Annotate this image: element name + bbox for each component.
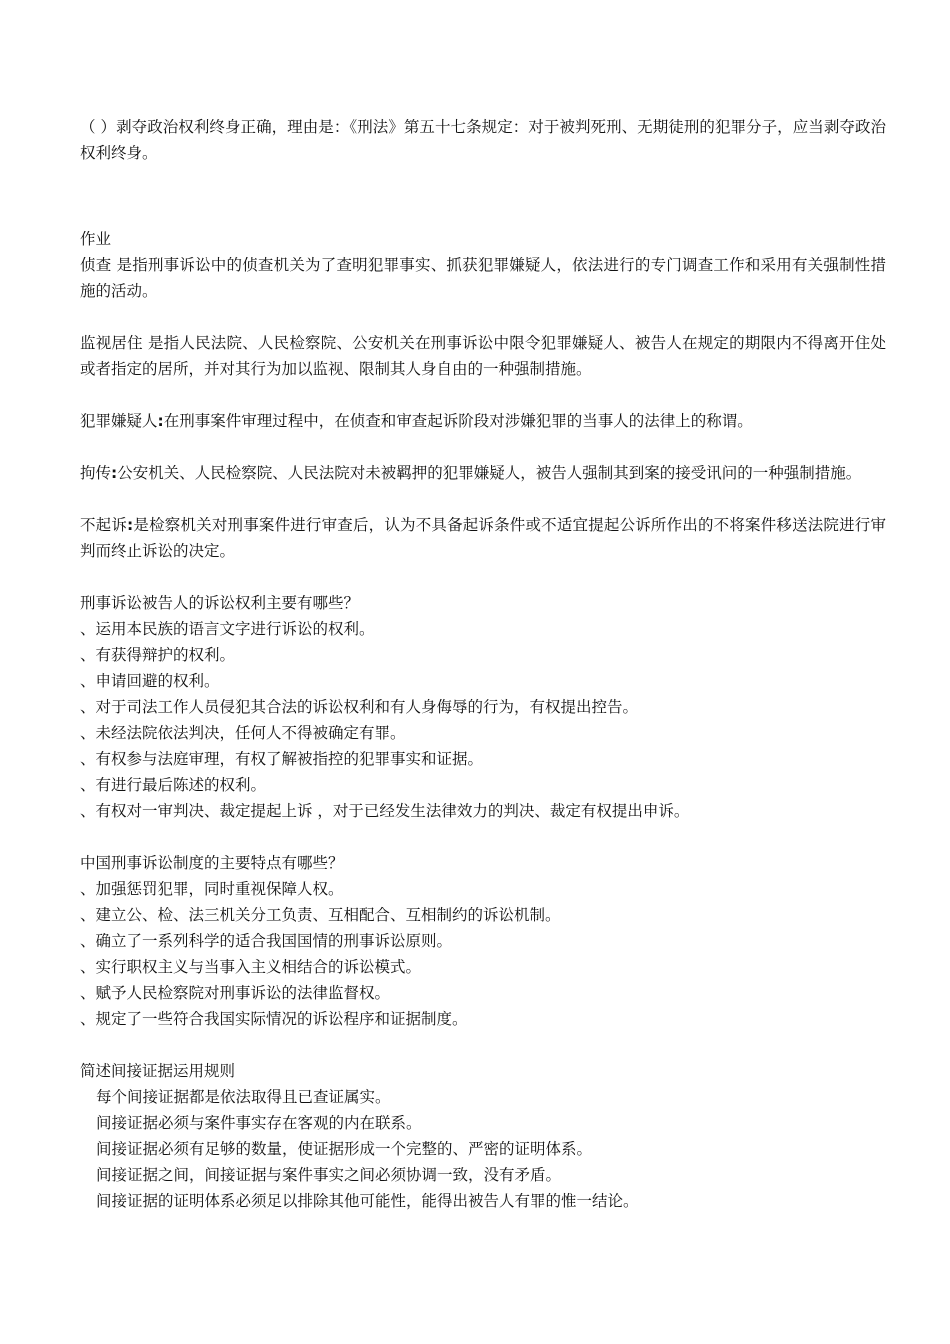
rights-question: 刑事诉讼被告人的诉讼权利主要有哪些？ <box>80 594 360 612</box>
evidence-rule-item: 每个间接证据都是依法取得且已查证属实。 <box>96 1088 391 1106</box>
features-item: 、实行职权主义与当事入主义相结合的诉讼模式。 <box>80 958 422 976</box>
evidence-rule-item: 间接证据的证明体系必须足以排除其他可能性，能得出被告人有罪的惟一结论。 <box>96 1192 639 1210</box>
definition-non-prosecution <box>80 512 886 564</box>
rights-item: 、有获得辩护的权利。 <box>80 646 236 664</box>
paragraph-spacer <box>80 486 886 512</box>
paragraph-spacer <box>80 304 886 330</box>
rights-item: 、运用本民族的语言文字进行诉讼的权利。 <box>80 620 375 638</box>
definition-term: 监视居住 <box>80 334 143 352</box>
section-spacer <box>80 166 886 226</box>
evidence-rule-item: 间接证据必须与案件事实存在客观的内在联系。 <box>96 1114 422 1132</box>
definition-text: 是检察机关对刑事案件进行审查后，认为不具备起诉条件或不适宜提起公诉所作出的不将案件移送法院进行审判而终止诉讼的决定。 <box>80 516 886 560</box>
features-item: 、确立了一系列科学的适合我国国情的刑事诉讼原则。 <box>80 932 453 950</box>
features-item: 、规定了一些符合我国实际情况的诉讼程序和证据制度。 <box>80 1010 468 1028</box>
definition-text: 是指刑事诉讼中的侦查机关为了查明犯罪事实、抓获犯罪嫌疑人，依法进行的专门调查工作和采用有关强制性措施的活动。 <box>80 256 886 300</box>
definition-text: 是指人民法院、人民检察院、公安机关在刑事诉讼中限令犯罪嫌疑人、被告人在规定的期限内不得离开住处或者指定的居所，并对其行为加以监视、限制其人身自由的一种强制措施。 <box>80 334 886 378</box>
rights-item: 、申请回避的权利。 <box>80 672 220 690</box>
definition-suspect <box>80 408 886 434</box>
definition-term: 拘传 <box>80 464 112 482</box>
rights-item: 、有权参与法庭审理，有权了解被指控的犯罪事实和证据。 <box>80 750 484 768</box>
evidence-rule-item: 间接证据之间，间接证据与案件事实之间必须协调一致，没有矛盾。 <box>96 1166 562 1184</box>
definition-separator: : <box>157 412 164 430</box>
paragraph-spacer <box>80 434 886 460</box>
features-item: 、建立公、检、法三机关分工负责、互相配合、互相制约的诉讼机制。 <box>80 906 561 924</box>
evidence-question: 简述间接证据运用规则 <box>80 1062 236 1080</box>
paragraph-spacer <box>80 824 886 850</box>
definition-text: 公安机关、人民检察院、人民法院对未被羁押的犯罪嫌疑人，被告人强制其到案的接受讯问的一种强制措施。 <box>117 464 862 482</box>
definition-text: 在刑事案件审理过程中，在侦查和审查起诉阶段对涉嫌犯罪的当事人的法律上的称谓。 <box>163 412 753 430</box>
paragraph-spacer <box>80 564 886 590</box>
definition-term: 侦查 <box>80 256 112 274</box>
features-item: 、赋予人民检察院对刑事诉讼的法律监督权。 <box>80 984 391 1002</box>
homework-heading: 作业 <box>80 230 112 248</box>
document-page <box>80 0 886 1214</box>
rights-item: 、未经法院依法判决，任何人不得被确定有罪。 <box>80 724 406 742</box>
features-item: 、加强惩罚犯罪，同时重视保障人权。 <box>80 880 344 898</box>
paragraph-spacer <box>80 1032 886 1058</box>
definition-term: 不起诉 <box>80 516 128 534</box>
rights-item: 、有进行最后陈述的权利。 <box>80 776 267 794</box>
definition-separator: : <box>127 516 134 534</box>
evidence-rule-item: 间接证据必须有足够的数量，使证据形成一个完整的、严密的证明体系。 <box>96 1140 593 1158</box>
rights-item: 、对于司法工作人员侵犯其合法的诉讼权利和有人身侮辱的行为，有权提出控告。 <box>80 698 639 716</box>
paragraph-spacer <box>80 382 886 408</box>
rights-item: 、有权对一审判决、裁定提起上诉 ，对于已经发生法律效力的判决、裁定有权提出申诉。 <box>80 802 690 820</box>
definition-separator: : <box>111 464 118 482</box>
intro-paragraph: （ ）剥夺政治权利终身正确，理由是：《刑法》第五十七条规定：对于被判死刑、无期徒刑的犯罪分子，应当剥夺政治权利终身。 <box>80 118 886 162</box>
definition-summons <box>80 460 886 486</box>
features-question: 中国刑事诉讼制度的主要特点有哪些？ <box>80 854 344 872</box>
definition-investigation <box>80 252 886 304</box>
definition-residential-surveillance <box>80 330 886 382</box>
definition-term: 犯罪嫌疑人 <box>80 412 158 430</box>
